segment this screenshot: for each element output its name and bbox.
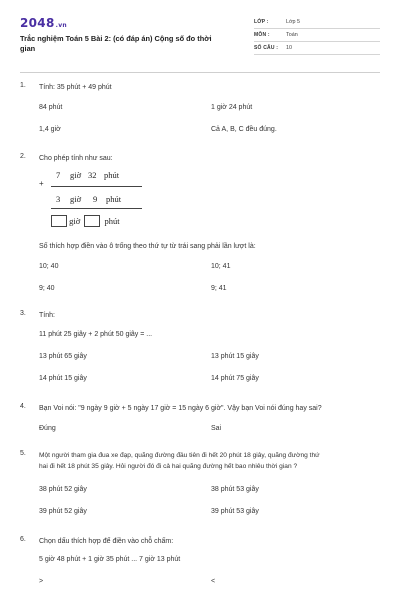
question-text-line-2: hai đi hết 18 phút 35 giây. Hỏi người đó đi cả hai quãng đường hết bao nhiêu thời gian ? xyxy=(39,463,298,470)
option-d[interactable]: 9; 41 xyxy=(211,285,227,292)
option-b[interactable]: 13 phút 15 giây xyxy=(211,353,259,360)
question-prompt: Số thích hợp điền vào ô trống theo thứ tự từ trái sang phải lần lượt là: xyxy=(39,243,256,250)
meta-subject: MÔN : Toán xyxy=(254,29,380,42)
option-a[interactable]: 84 phút xyxy=(39,104,63,111)
answer-box-hours[interactable] xyxy=(51,215,67,227)
option-b[interactable]: 38 phút 53 giây xyxy=(211,486,259,493)
option-greater[interactable]: > xyxy=(39,578,44,585)
option-c[interactable]: 1,4 giờ xyxy=(39,126,61,133)
meta-question-count: SỐ CÂU : 10 xyxy=(254,42,380,55)
meta-info xyxy=(254,16,380,55)
question-text: Bạn Voi nói: "9 ngày 9 giờ + 5 ngày 17 giờ = 15 ngày 6 giờ". Vậy bạn Voi nói đúng hay sai? xyxy=(39,405,322,412)
option-d[interactable]: 39 phút 53 giây xyxy=(211,508,259,515)
answer-box-minutes[interactable] xyxy=(84,215,100,227)
question-text: Tính: 35 phút + 49 phút xyxy=(39,84,112,91)
option-a[interactable]: 10; 40 xyxy=(39,263,59,270)
option-d[interactable]: Cả A, B, C đều đúng. xyxy=(211,126,277,133)
page-header xyxy=(20,14,380,66)
option-a[interactable]: 13 phút 65 giây xyxy=(39,353,87,360)
option-d[interactable]: 14 phút 75 giây xyxy=(211,375,259,382)
question-text: Cho phép tính như sau: xyxy=(39,155,113,162)
option-c[interactable]: 39 phút 52 giây xyxy=(39,508,87,515)
option-true[interactable]: Đúng xyxy=(39,425,56,432)
page-title: Trắc nghiệm Toán 5 Bài 2: (có đáp án) Cộng số đo thời gian xyxy=(20,34,212,53)
question-text-line-1: Một người tham gia đua xe đạp, quãng đường đầu tiên đi hết 20 phút 18 giây, quãng đường thứ xyxy=(39,452,320,459)
option-c[interactable]: 14 phút 15 giây xyxy=(39,375,87,382)
option-false[interactable]: Sai xyxy=(211,425,222,432)
option-less[interactable]: < xyxy=(211,578,216,585)
question-expression: 5 giờ 48 phút + 1 giờ 35 phút ... 7 giờ 13 phút xyxy=(39,556,181,563)
result-line xyxy=(51,208,142,209)
meta-class: LỚP : Lớp 5 xyxy=(254,16,380,29)
plus-sign: + xyxy=(39,179,44,188)
site-logo[interactable]: 2048.vn xyxy=(20,16,67,30)
result-row: giờ phút xyxy=(51,215,120,227)
option-a[interactable]: 38 phút 52 giây xyxy=(39,486,87,493)
option-b[interactable]: 1 giờ 24 phút xyxy=(211,104,253,111)
question-text: Chọn dấu thích hợp để điền vào chỗ chấm: xyxy=(39,538,174,545)
question-expression: 11 phút 25 giây + 2 phút 50 giây = ... xyxy=(39,331,153,338)
option-b[interactable]: 10; 41 xyxy=(211,263,231,270)
header-divider xyxy=(20,72,380,73)
question-text: Tính: xyxy=(39,312,55,319)
operand-line xyxy=(51,186,142,187)
option-c[interactable]: 9; 40 xyxy=(39,285,55,292)
